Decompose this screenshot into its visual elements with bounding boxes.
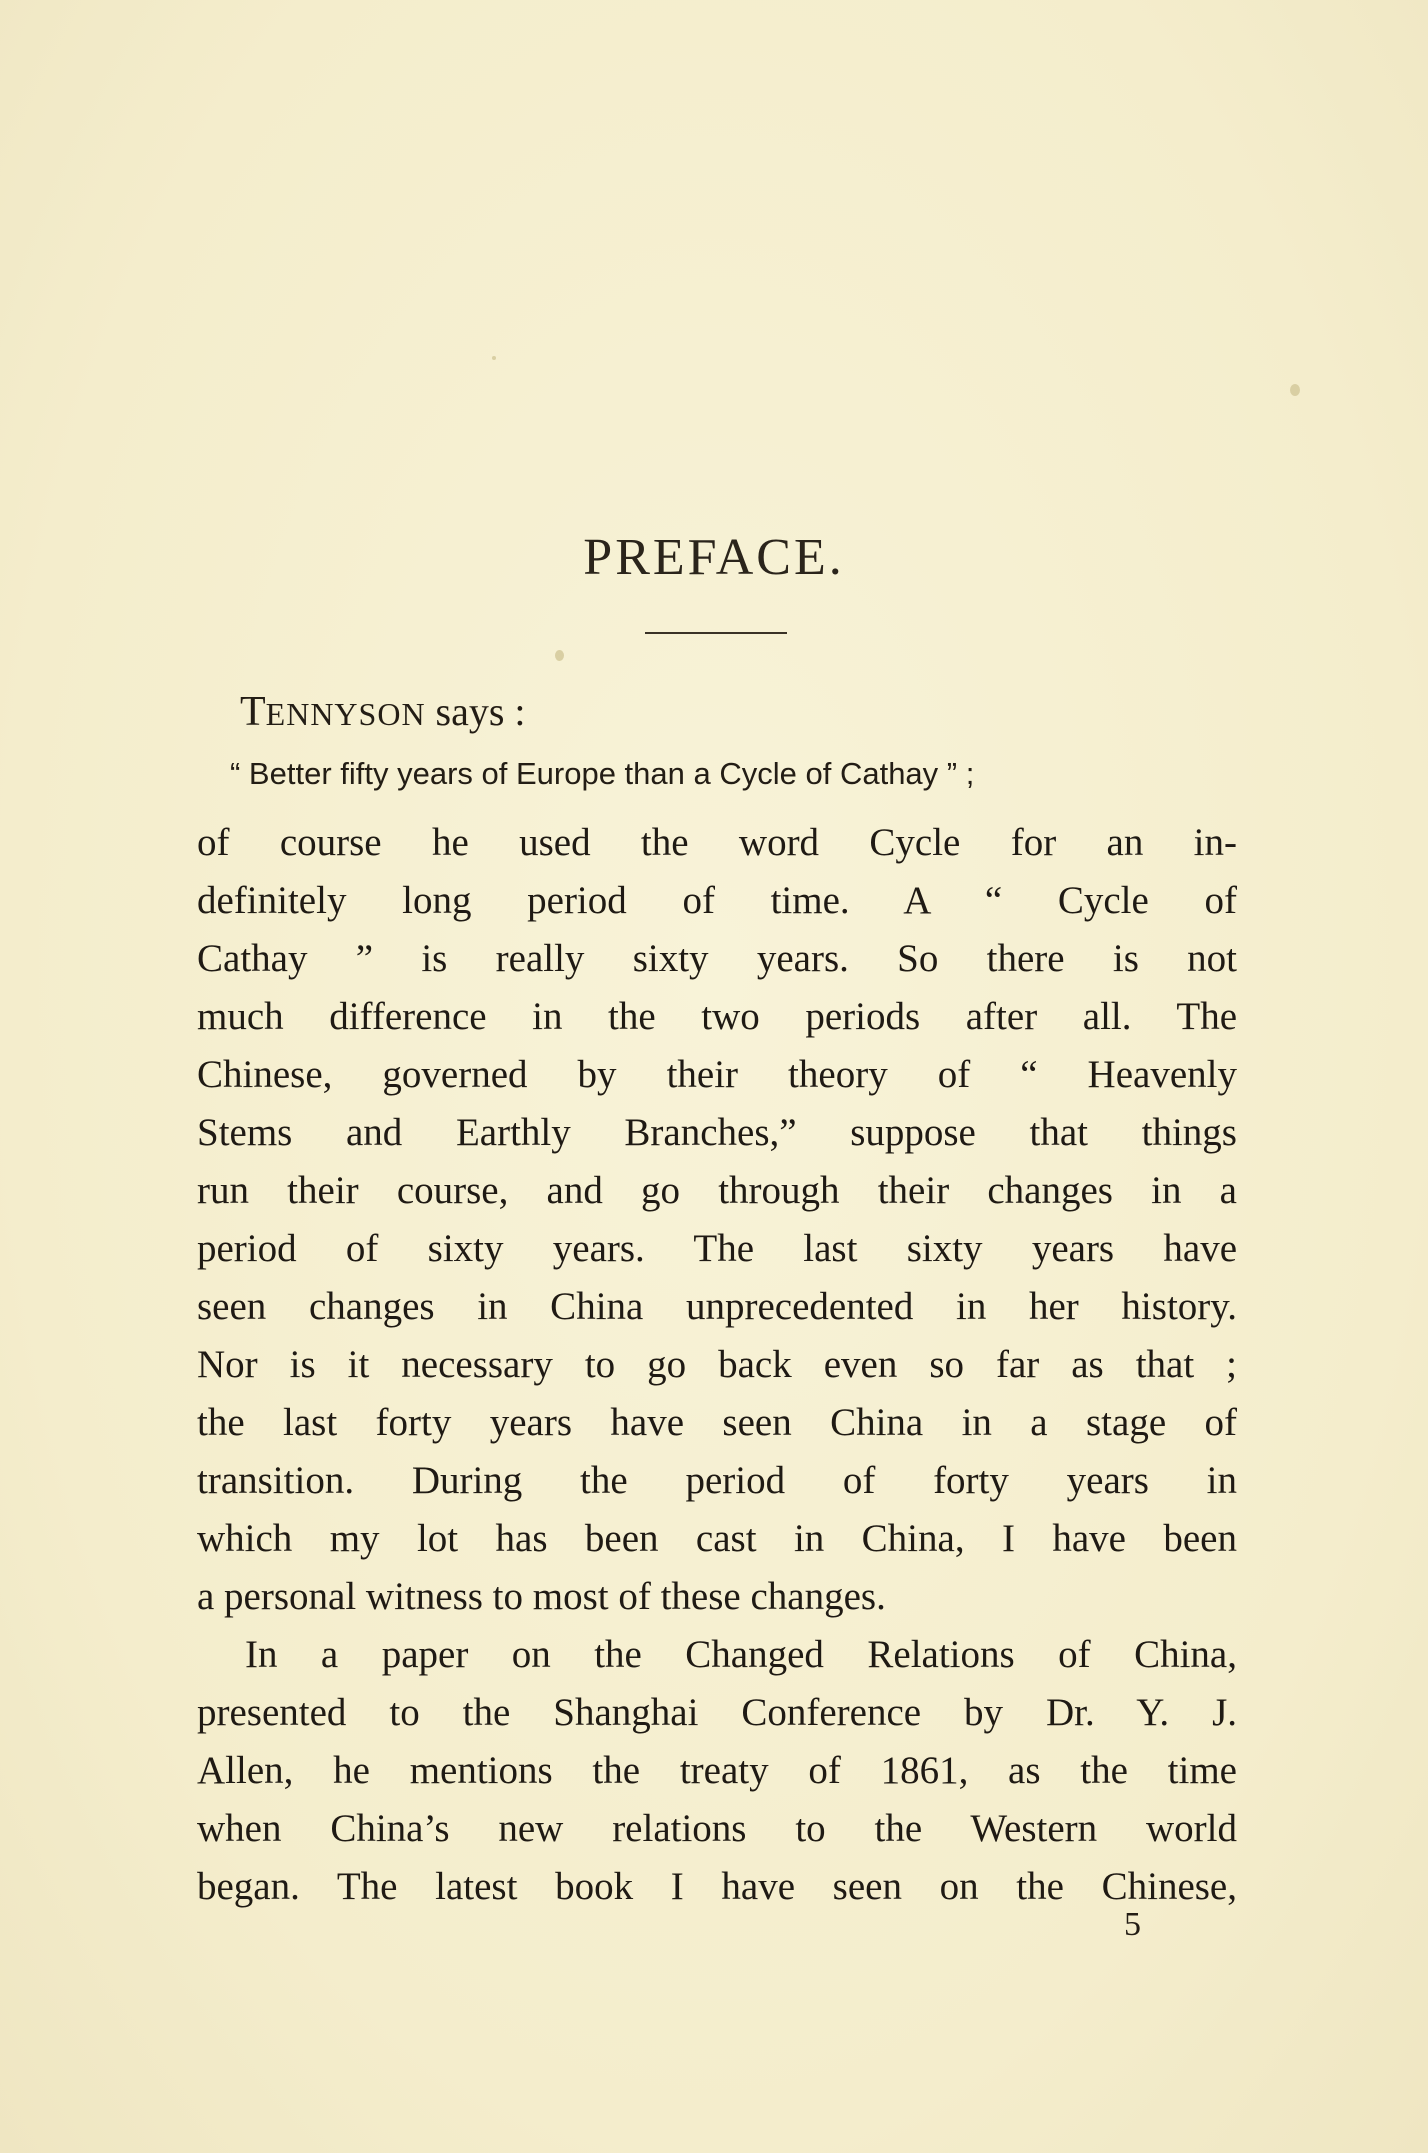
text-line: Cathay ” is really sixty years. So there is not [197,937,1237,980]
text-line: much difference in the two periods after all. The [197,995,1237,1038]
paper-speck [492,356,496,360]
page-title: PREFACE. [583,529,845,586]
text-line: when China’s new relations to the Western world [197,1807,1237,1850]
attribution-name-initial: T [240,689,266,735]
text-line: a personal witness to most of these changes. [197,1575,886,1618]
text-line: run their course, and go through their changes in a [197,1169,1237,1212]
text-line: In a paper on the Changed Relations of China, [245,1633,1237,1676]
text-line: Allen, he mentions the treaty of 1861, as the time [197,1749,1237,1792]
text-line: definitely long period of time. A “ Cycle of [197,879,1237,922]
title-rule [645,632,787,634]
body-text [197,814,1237,1916]
text-line: seen changes in China unprecedented in her history. [197,1285,1237,1328]
text-line: presented to the Shanghai Conference by Dr. Y. J. [197,1691,1237,1734]
page-number: 5 [1124,1906,1141,1943]
text-line: began. The latest book I have seen on the Chinese, [197,1865,1237,1908]
text-line: the last forty years have seen China in a stage of [197,1401,1237,1444]
epigraph-quote: “ Better fifty years of Europe than a Cycle of Cathay ” ; [230,756,975,791]
attribution-line [240,688,526,736]
attribution-name-rest: ENNYSON [265,696,426,732]
text-line: Nor is it necessary to go back even so far as that ; [197,1343,1237,1386]
text-line: which my lot has been cast in China, I have been [197,1517,1237,1560]
text-line: period of sixty years. The last sixty years have [197,1227,1237,1270]
text-line: transition. During the period of forty years in [197,1459,1237,1502]
text-line: Chinese, governed by their theory of “ Heavenly [197,1053,1237,1096]
paper-speck [555,650,564,661]
attribution-verb: says : [435,689,526,734]
text-line: Stems and Earthly Branches,” suppose that things [197,1111,1237,1154]
text-line: of course he used the word Cycle for an in- [197,821,1237,864]
paper-speck [1290,384,1300,396]
